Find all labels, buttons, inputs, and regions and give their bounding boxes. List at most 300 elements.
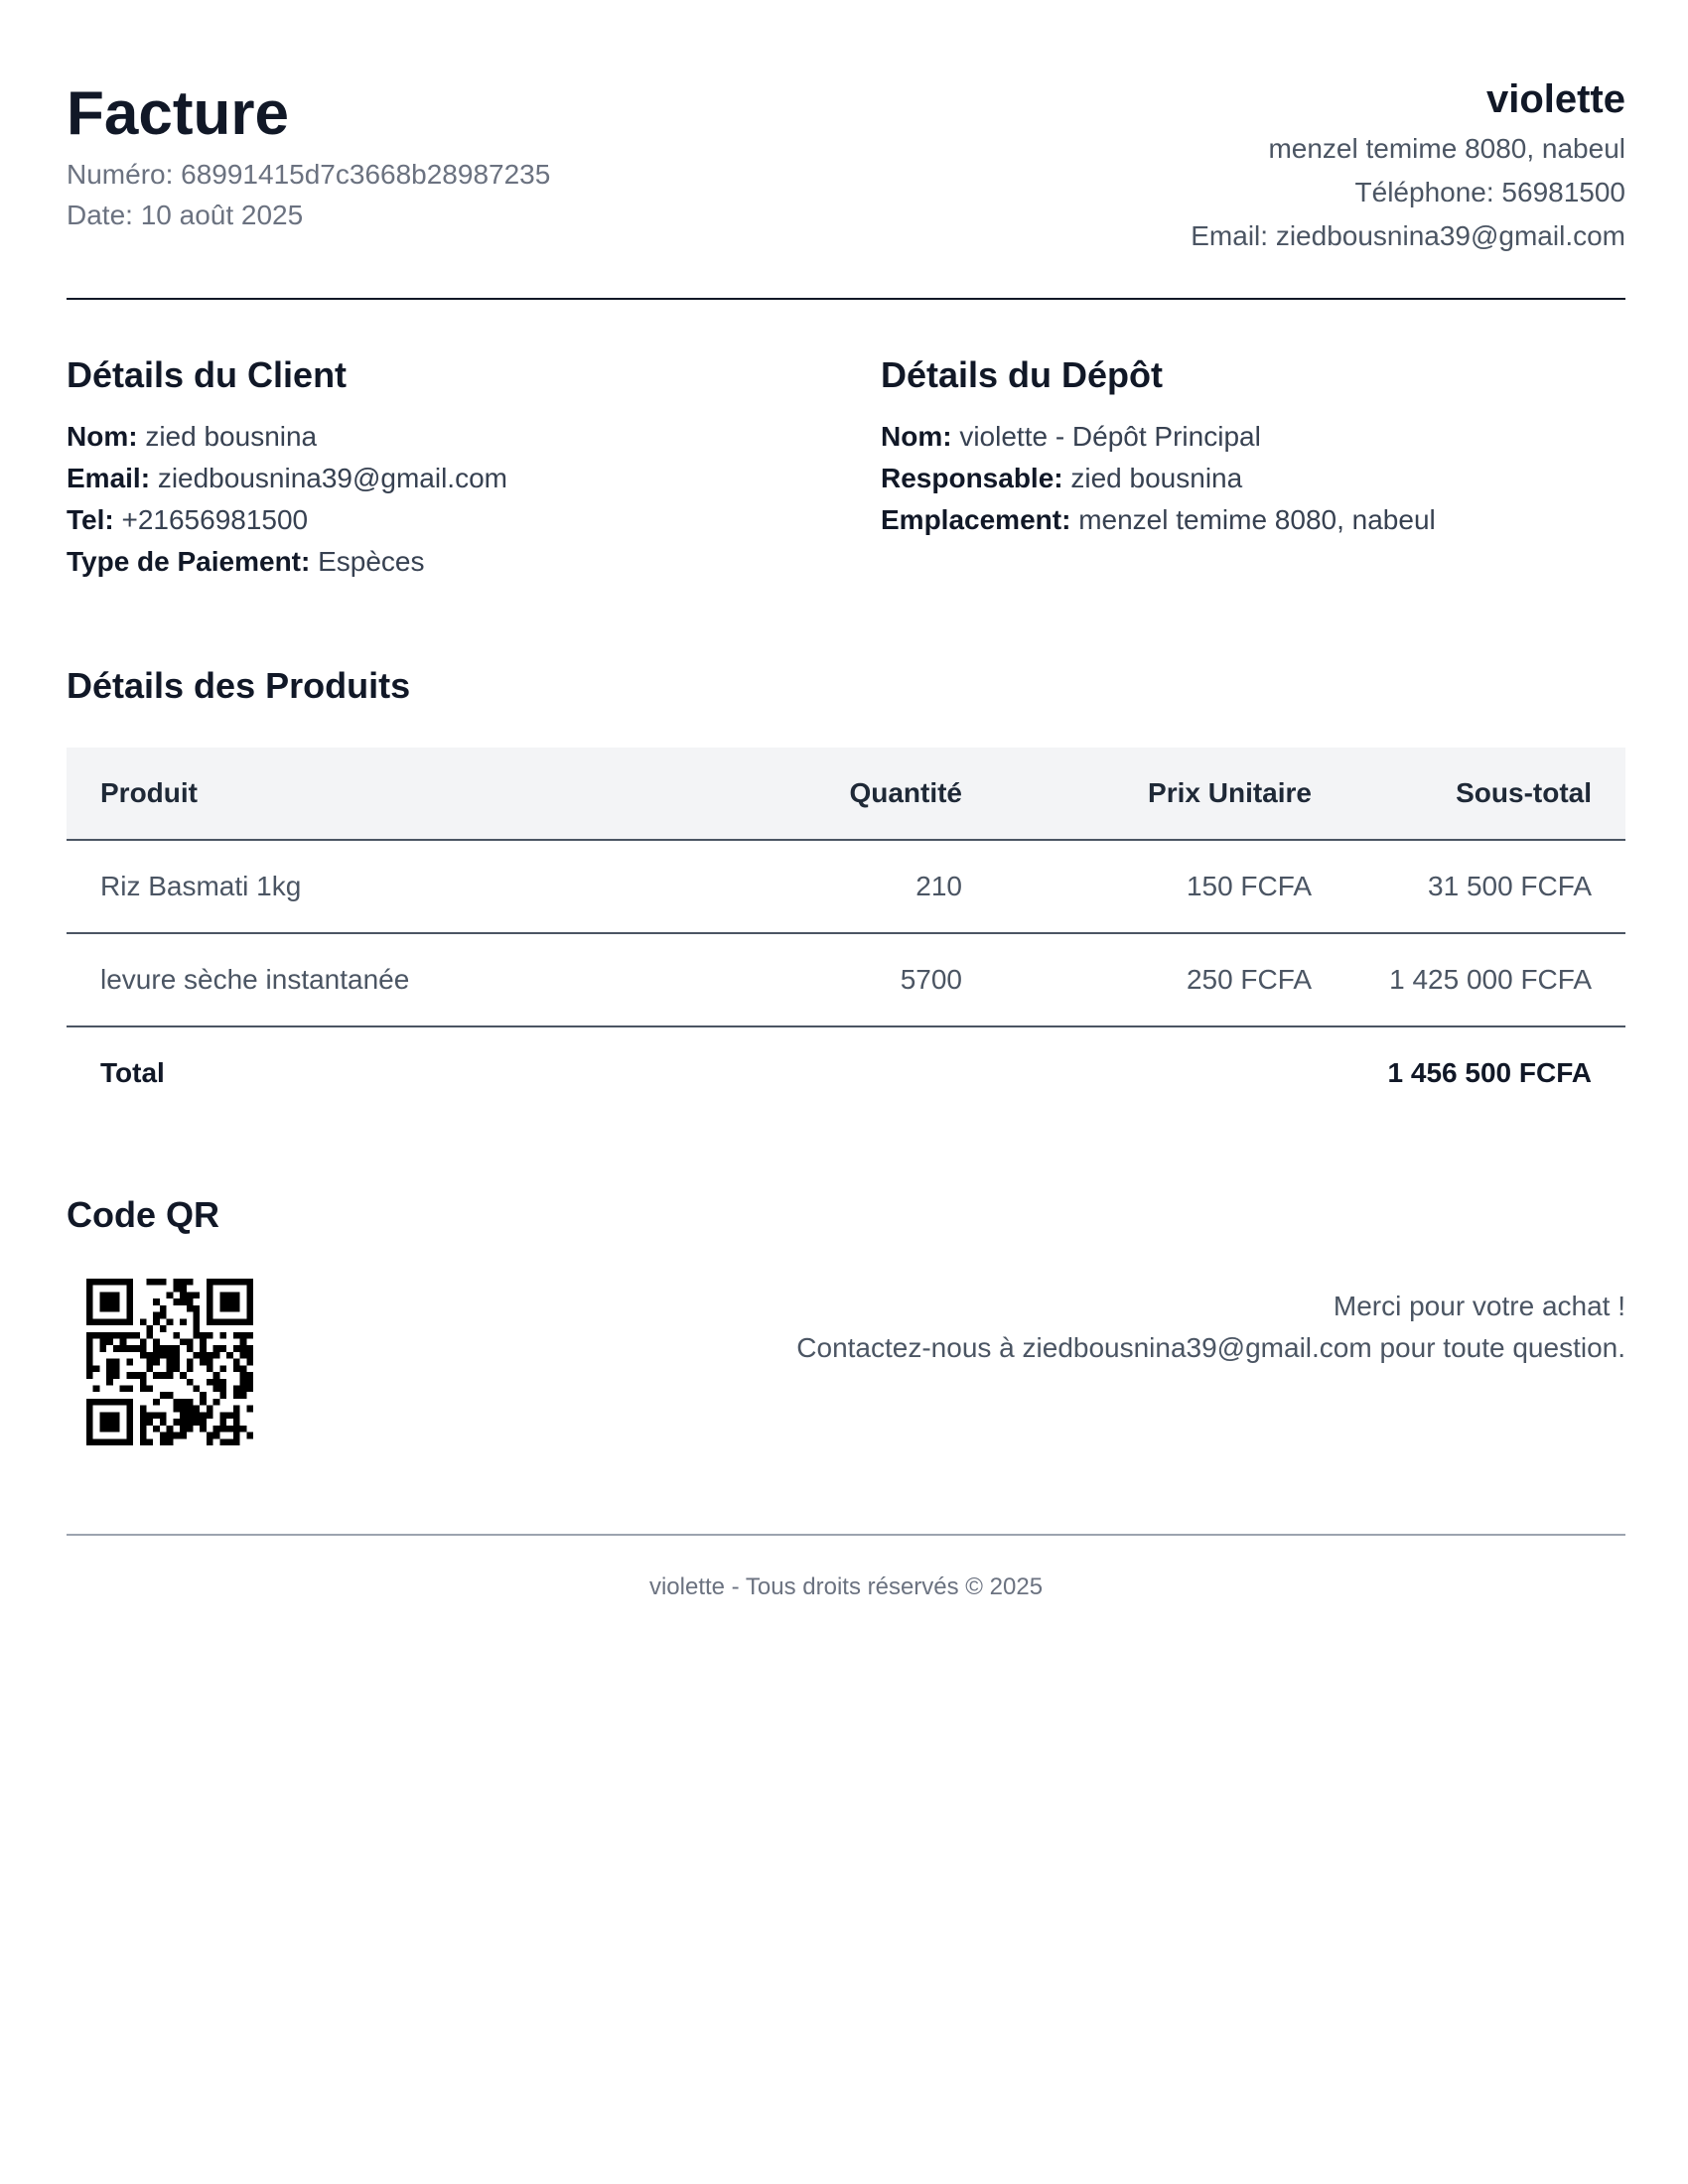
- depot-field-manager: [881, 465, 1635, 492]
- qr-module: [200, 1426, 207, 1433]
- qr-module: [106, 1372, 113, 1379]
- company-name: violette: [1485, 77, 1625, 121]
- depot-details: [881, 354, 1635, 535]
- qr-module: [120, 1386, 127, 1393]
- qr-module: [86, 1318, 93, 1325]
- qr-module: [180, 1279, 187, 1286]
- qr-module: [140, 1345, 147, 1352]
- qr-module: [187, 1426, 194, 1433]
- qr-module: [93, 1318, 100, 1325]
- thanks-message: [796, 1293, 1625, 1362]
- qr-module: [180, 1286, 187, 1293]
- qr-module: [200, 1352, 207, 1359]
- qr-module: [167, 1433, 174, 1439]
- qr-module: [207, 1298, 213, 1305]
- qr-module: [86, 1292, 93, 1298]
- field-value: +21656981500: [121, 504, 309, 535]
- qr-module: [180, 1406, 187, 1413]
- qr-module: [240, 1332, 247, 1339]
- qr-module: [207, 1438, 213, 1445]
- qr-module: [246, 1359, 253, 1366]
- qr-module: [99, 1305, 106, 1312]
- qr-module: [213, 1279, 220, 1286]
- qr-module: [200, 1399, 207, 1406]
- qr-module: [194, 1352, 201, 1359]
- qr-module: [99, 1399, 106, 1406]
- cell-quantity: 210: [690, 840, 996, 933]
- qr-module: [246, 1286, 253, 1293]
- qr-module: [113, 1426, 120, 1433]
- qr-module: [106, 1365, 113, 1372]
- column-header-quantity: Quantité: [690, 748, 996, 840]
- total-row: [67, 1026, 1625, 1119]
- qr-module: [180, 1412, 187, 1419]
- qr-module: [207, 1286, 213, 1293]
- qr-module: [126, 1412, 133, 1419]
- qr-module: [219, 1298, 226, 1305]
- qr-module: [213, 1386, 220, 1393]
- qr-module: [213, 1433, 220, 1439]
- qr-module: [233, 1279, 240, 1286]
- qr-module: [213, 1372, 220, 1379]
- qr-module: [133, 1372, 140, 1379]
- qr-module: [126, 1419, 133, 1426]
- qr-module: [219, 1419, 226, 1426]
- qr-module: [99, 1419, 106, 1426]
- qr-module: [200, 1412, 207, 1419]
- qr-module: [187, 1305, 194, 1312]
- qr-module: [200, 1359, 207, 1366]
- qr-module: [113, 1332, 120, 1339]
- qr-module: [246, 1372, 253, 1379]
- qr-module: [160, 1325, 167, 1332]
- qr-module: [86, 1433, 93, 1439]
- qr-module: [106, 1419, 113, 1426]
- qr-module: [120, 1345, 127, 1352]
- company-email: Email: ziedbousnina39@gmail.com: [1191, 220, 1625, 251]
- cell-quantity: 5700: [690, 933, 996, 1026]
- qr-module: [126, 1426, 133, 1433]
- qr-module: [213, 1345, 220, 1352]
- qr-module: [113, 1279, 120, 1286]
- qr-module: [173, 1406, 180, 1413]
- qr-module: [146, 1359, 153, 1366]
- qr-module: [120, 1399, 127, 1406]
- qr-module: [140, 1379, 147, 1386]
- qr-module: [187, 1412, 194, 1419]
- products-heading: Détails des Produits: [67, 665, 411, 706]
- client-heading: Détails du Client: [67, 354, 348, 395]
- qr-module: [140, 1338, 147, 1345]
- qr-module: [226, 1426, 233, 1433]
- qr-module: [219, 1379, 226, 1386]
- qr-module: [113, 1438, 120, 1445]
- qr-module: [106, 1292, 113, 1298]
- qr-module: [233, 1419, 240, 1426]
- qr-module: [194, 1332, 201, 1339]
- qr-module: [106, 1426, 113, 1433]
- qr-module: [180, 1372, 187, 1379]
- qr-module: [173, 1279, 180, 1286]
- cell-product: Riz Basmati 1kg: [67, 840, 690, 933]
- client-field-name: [67, 423, 821, 451]
- qr-module: [160, 1305, 167, 1312]
- qr-module: [146, 1325, 153, 1332]
- qr-module: [167, 1359, 174, 1366]
- qr-module: [153, 1352, 160, 1359]
- field-label: Type de Paiement:: [67, 546, 311, 577]
- qr-module: [86, 1279, 93, 1286]
- qr-module: [207, 1279, 213, 1286]
- qr-module: [99, 1279, 106, 1286]
- qr-module: [160, 1279, 167, 1286]
- field-label: Nom:: [881, 421, 952, 452]
- qr-module: [106, 1338, 113, 1345]
- qr-module: [153, 1412, 160, 1419]
- qr-module: [187, 1379, 194, 1386]
- qr-module: [146, 1365, 153, 1372]
- qr-module: [207, 1312, 213, 1319]
- qr-module: [219, 1345, 226, 1352]
- qr-module: [246, 1379, 253, 1386]
- qr-module: [86, 1438, 93, 1445]
- qr-module: [86, 1305, 93, 1312]
- qr-module: [86, 1352, 93, 1359]
- qr-module: [126, 1359, 133, 1366]
- qr-module: [173, 1298, 180, 1305]
- qr-module: [140, 1419, 147, 1426]
- qr-module: [140, 1438, 147, 1445]
- qr-module: [86, 1426, 93, 1433]
- qr-module: [194, 1312, 201, 1319]
- qr-module: [126, 1406, 133, 1413]
- qr-module: [233, 1305, 240, 1312]
- qr-module: [146, 1332, 153, 1339]
- qr-module: [226, 1318, 233, 1325]
- qr-module: [173, 1345, 180, 1352]
- column-header-product: Produit: [67, 748, 690, 840]
- qr-module: [173, 1419, 180, 1426]
- qr-module: [160, 1419, 167, 1426]
- thanks-line: Merci pour votre achat !: [1333, 1291, 1625, 1321]
- qr-module: [113, 1399, 120, 1406]
- qr-module: [120, 1279, 127, 1286]
- qr-module: [153, 1298, 160, 1305]
- qr-module: [93, 1332, 100, 1339]
- qr-module: [233, 1359, 240, 1366]
- field-label: Tel:: [67, 504, 114, 535]
- footer-copyright: violette - Tous droits réservés © 2025: [648, 1573, 1044, 1600]
- field-value: zied bousnina: [145, 421, 318, 452]
- qr-module: [226, 1412, 233, 1419]
- qr-module: [187, 1406, 194, 1413]
- qr-module: [126, 1305, 133, 1312]
- qr-module: [233, 1412, 240, 1419]
- qr-module: [240, 1379, 247, 1386]
- qr-module: [99, 1298, 106, 1305]
- qr-module: [213, 1426, 220, 1433]
- qr-module: [113, 1345, 120, 1352]
- cell-unit-price: 150 FCFA: [996, 840, 1345, 933]
- field-value: violette - Dépôt Principal: [959, 421, 1261, 452]
- qr-module: [160, 1412, 167, 1419]
- qr-module: [106, 1298, 113, 1305]
- qr-module: [219, 1392, 226, 1399]
- qr-module: [219, 1332, 226, 1339]
- qr-module: [207, 1352, 213, 1359]
- qr-module: [126, 1312, 133, 1319]
- field-value: ziedbousnina39@gmail.com: [157, 463, 507, 493]
- qr-module: [167, 1352, 174, 1359]
- qr-module: [106, 1332, 113, 1339]
- empty-cell: [690, 1026, 996, 1119]
- qr-module: [246, 1318, 253, 1325]
- qr-module: [126, 1433, 133, 1439]
- qr-module: [140, 1433, 147, 1439]
- qr-module: [160, 1433, 167, 1439]
- qr-module: [246, 1406, 253, 1413]
- qr-module: [113, 1292, 120, 1298]
- qr-module: [126, 1386, 133, 1393]
- table-row: [67, 933, 1625, 1026]
- qr-module: [106, 1305, 113, 1312]
- field-label: Email:: [67, 463, 151, 493]
- qr-module: [240, 1279, 247, 1286]
- qr-module: [226, 1279, 233, 1286]
- qr-module: [200, 1392, 207, 1399]
- qr-module: [246, 1312, 253, 1319]
- qr-heading: Code QR: [67, 1194, 220, 1235]
- qr-module: [180, 1419, 187, 1426]
- qr-module: [219, 1438, 226, 1445]
- qr-module: [233, 1406, 240, 1413]
- qr-module: [146, 1412, 153, 1419]
- qr-module: [120, 1332, 127, 1339]
- qr-module: [200, 1332, 207, 1339]
- qr-module: [233, 1332, 240, 1339]
- qr-module: [187, 1359, 194, 1366]
- qr-module: [187, 1399, 194, 1406]
- qr-module: [106, 1359, 113, 1366]
- qr-module: [233, 1433, 240, 1439]
- invoice-number: Numéro: 68991415d7c3668b28987235: [67, 159, 551, 190]
- qr-module: [140, 1352, 147, 1359]
- qr-module: [167, 1345, 174, 1352]
- qr-module: [246, 1345, 253, 1352]
- qr-module: [160, 1392, 167, 1399]
- total-label: Total: [100, 1057, 165, 1088]
- qr-module: [194, 1419, 201, 1426]
- qr-module: [133, 1332, 140, 1339]
- qr-module: [113, 1298, 120, 1305]
- qr-module: [146, 1438, 153, 1445]
- qr-module: [126, 1345, 133, 1352]
- qr-module: [99, 1438, 106, 1445]
- qr-module: [113, 1372, 120, 1379]
- qr-module: [180, 1298, 187, 1305]
- qr-module: [126, 1438, 133, 1445]
- table-row: [67, 840, 1625, 933]
- qr-module: [180, 1292, 187, 1298]
- qr-module: [140, 1372, 147, 1379]
- qr-module: [146, 1352, 153, 1359]
- qr-module: [86, 1372, 93, 1379]
- qr-module: [219, 1365, 226, 1372]
- company-address: menzel temime 8080, nabeul: [1268, 133, 1625, 164]
- qr-module: [160, 1438, 167, 1445]
- qr-module: [146, 1386, 153, 1393]
- qr-module: [246, 1305, 253, 1312]
- qr-module: [207, 1412, 213, 1419]
- client-field-payment: [67, 548, 821, 576]
- qr-module: [120, 1338, 127, 1345]
- qr-module: [140, 1406, 147, 1413]
- qr-module: [240, 1372, 247, 1379]
- qr-module: [106, 1412, 113, 1419]
- qr-module: [93, 1399, 100, 1406]
- qr-module: [106, 1318, 113, 1325]
- qr-module: [246, 1298, 253, 1305]
- qr-module: [207, 1365, 213, 1372]
- qr-module: [167, 1426, 174, 1433]
- qr-module: [126, 1292, 133, 1298]
- column-header-unit-price: Prix Unitaire: [996, 748, 1345, 840]
- cell-subtotal: 1 425 000 FCFA: [1345, 933, 1625, 1026]
- qr-module: [86, 1412, 93, 1419]
- qr-module: [86, 1345, 93, 1352]
- qr-module: [86, 1298, 93, 1305]
- qr-module: [233, 1438, 240, 1445]
- qr-module: [153, 1312, 160, 1319]
- qr-module: [233, 1386, 240, 1393]
- qr-module: [153, 1318, 160, 1325]
- qr-module: [207, 1379, 213, 1386]
- qr-module: [167, 1392, 174, 1399]
- qr-module: [86, 1406, 93, 1413]
- qr-module: [207, 1332, 213, 1339]
- qr-module: [207, 1318, 213, 1325]
- qr-module: [99, 1426, 106, 1433]
- qr-module: [200, 1419, 207, 1426]
- depot-field-name: [881, 423, 1635, 451]
- qr-module: [86, 1286, 93, 1293]
- qr-module: [180, 1426, 187, 1433]
- cell-product: levure sèche instantanée: [67, 933, 690, 1026]
- qr-module: [153, 1359, 160, 1366]
- qr-module: [194, 1292, 201, 1298]
- qr-module: [240, 1345, 247, 1352]
- contact-line: Contactez-nous à ziedbousnina39@gmail.com pour toute question.: [796, 1332, 1625, 1363]
- qr-module: [187, 1338, 194, 1345]
- qr-module: [226, 1352, 233, 1359]
- qr-module: [160, 1345, 167, 1352]
- qr-module: [194, 1406, 201, 1413]
- qr-module: [240, 1352, 247, 1359]
- qr-module: [93, 1279, 100, 1286]
- qr-module: [226, 1292, 233, 1298]
- qr-module: [113, 1412, 120, 1419]
- qr-module: [226, 1298, 233, 1305]
- qr-module: [246, 1352, 253, 1359]
- qr-module: [86, 1312, 93, 1319]
- field-value: menzel temime 8080, nabeul: [1078, 504, 1436, 535]
- qr-module: [187, 1419, 194, 1426]
- qr-module: [187, 1292, 194, 1298]
- qr-module: [200, 1338, 207, 1345]
- qr-module: [207, 1433, 213, 1439]
- field-value: zied bousnina: [1070, 463, 1243, 493]
- cell-unit-price: 250 FCFA: [996, 933, 1345, 1026]
- qr-module: [86, 1338, 93, 1345]
- qr-module: [219, 1279, 226, 1286]
- qr-module: [153, 1399, 160, 1406]
- qr-module: [153, 1279, 160, 1286]
- qr-module: [173, 1332, 180, 1339]
- field-value: Espèces: [318, 546, 425, 577]
- qr-module: [153, 1426, 160, 1433]
- qr-module: [167, 1318, 174, 1325]
- qr-module: [120, 1438, 127, 1445]
- qr-module: [86, 1332, 93, 1339]
- table-header-row: [67, 748, 1625, 840]
- qr-module: [153, 1345, 160, 1352]
- qr-module: [240, 1365, 247, 1372]
- qr-module: [219, 1386, 226, 1393]
- qr-module: [126, 1286, 133, 1293]
- qr-module: [246, 1332, 253, 1339]
- qr-module: [213, 1399, 220, 1406]
- qr-module: [240, 1386, 247, 1393]
- cell-subtotal: 31 500 FCFA: [1345, 840, 1625, 933]
- qr-module: [113, 1318, 120, 1325]
- qr-module: [86, 1419, 93, 1426]
- qr-module: [93, 1438, 100, 1445]
- field-label: Emplacement:: [881, 504, 1071, 535]
- qr-module: [233, 1318, 240, 1325]
- qr-module: [226, 1305, 233, 1312]
- qr-module: [99, 1338, 106, 1345]
- depot-heading: Détails du Dépôt: [881, 354, 1164, 395]
- qr-code-icon: [86, 1279, 253, 1445]
- qr-module: [207, 1292, 213, 1298]
- qr-module: [86, 1399, 93, 1406]
- qr-module: [167, 1292, 174, 1298]
- qr-module: [233, 1298, 240, 1305]
- qr-module: [140, 1412, 147, 1419]
- qr-module: [126, 1318, 133, 1325]
- qr-module: [240, 1338, 247, 1345]
- client-details: [67, 354, 821, 577]
- header-divider: [67, 298, 1625, 300]
- qr-module: [194, 1325, 201, 1332]
- qr-module: [187, 1365, 194, 1372]
- qr-module: [167, 1372, 174, 1379]
- qr-module: [167, 1438, 174, 1445]
- company-phone: Téléphone: 56981500: [1354, 177, 1625, 207]
- qr-module: [99, 1332, 106, 1339]
- qr-module: [200, 1345, 207, 1352]
- qr-module: [194, 1386, 201, 1393]
- qr-module: [187, 1298, 194, 1305]
- qr-module: [173, 1365, 180, 1372]
- qr-module: [140, 1318, 147, 1325]
- qr-module: [153, 1338, 160, 1345]
- depot-field-location: [881, 506, 1635, 534]
- qr-module: [113, 1305, 120, 1312]
- client-field-email: [67, 465, 821, 492]
- qr-module: [93, 1365, 100, 1372]
- qr-module: [113, 1365, 120, 1372]
